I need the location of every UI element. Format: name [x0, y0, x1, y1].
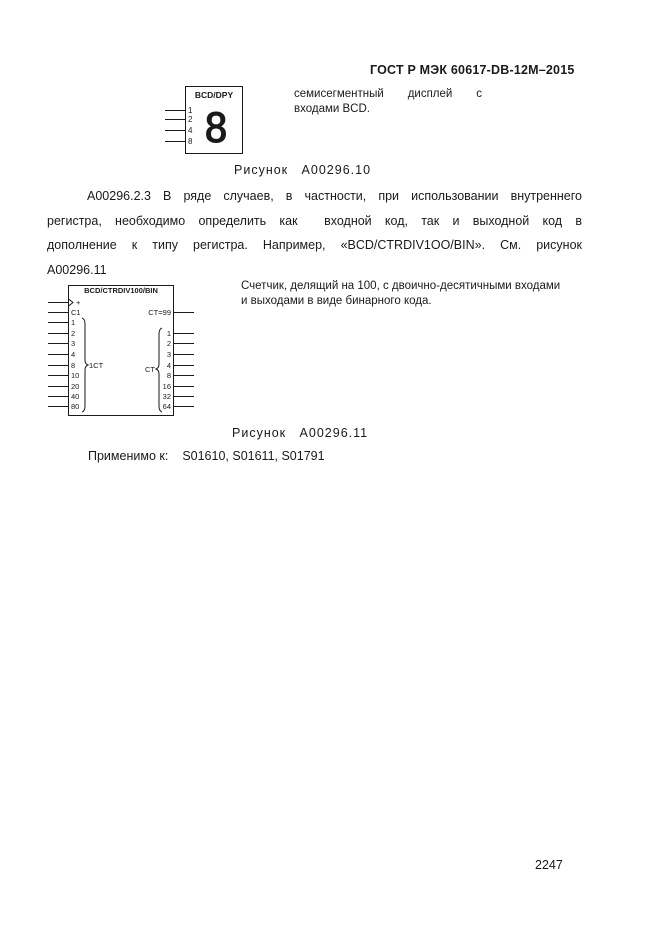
figure-bcd-dpy — [160, 84, 250, 156]
applicable-to — [88, 449, 325, 463]
counter-left-pin-label: 8 — [71, 361, 76, 370]
right-group-label: CT — [145, 365, 155, 374]
counter-left-pin-label: 3 — [71, 339, 76, 348]
right-output-brace — [156, 328, 162, 412]
ct99-label: CT=99 — [148, 308, 171, 317]
counter-right-pin-label: 16 — [162, 382, 171, 391]
figure2-caption: Рисунок А00296.11 — [232, 426, 369, 440]
counter-right-pin-label: 64 — [162, 402, 171, 411]
paragraph-line: А00296.11 — [47, 262, 107, 277]
counter-left-pin-label: + — [76, 298, 81, 307]
counter-right-pin-label: 8 — [166, 371, 171, 380]
paragraph-line: дополнение к типу регистра. Например, «BCD/CTRDIV1OO/BIN». См. рисунок — [47, 238, 582, 252]
paragraph-a00296-2-3 — [47, 184, 582, 282]
counter-left-pin-label: 20 — [71, 382, 80, 391]
counter-right-pin-label: 32 — [162, 392, 171, 401]
figure2-description-line: Счетчик, делящий на 100, с двоично-десятичными входами — [241, 280, 561, 292]
counter-right-pin-label: 3 — [166, 350, 171, 359]
counter-left-pin-label: 1 — [71, 318, 76, 327]
figure1-description-line: семисегментный дисплей с — [294, 88, 482, 100]
figure2-description-line: и выходами в виде бинарного кода. — [241, 295, 432, 307]
counter-left-pin-label: 2 — [71, 329, 76, 338]
figure-bcd-ctrdiv100-bin — [44, 280, 204, 420]
dpy-seven-segment-digit: 8 — [203, 106, 229, 152]
applicable-label: Применимо к: — [88, 449, 169, 463]
counter-block — [69, 286, 174, 416]
dpy-input-label: 4 — [188, 126, 193, 135]
counter-left-pin-label: 40 — [71, 392, 80, 401]
counter-block-label: BCD/CTRDIV100/BIN — [84, 286, 158, 295]
counter-right-pin-label: 1 — [166, 329, 171, 338]
left-input-brace — [82, 318, 88, 412]
counter-left-pin-label: C1 — [71, 308, 81, 317]
figure1-description-line: входами BCD. — [294, 103, 370, 115]
counter-left-pin-label: 4 — [71, 350, 76, 359]
figure1-caption: Рисунок А00296.10 — [234, 163, 372, 177]
counter-left-pin-label: 10 — [71, 371, 80, 380]
applicable-codes: S01610, S01611, S01791 — [182, 449, 325, 463]
counter-right-pin-label: 4 — [166, 361, 171, 370]
left-group-label: 1CT — [89, 361, 104, 370]
page-number: 2247 — [535, 858, 563, 872]
clock-edge-indicator — [69, 299, 74, 306]
document-header: ГОСТ Р МЭК 60617-DB-12M–2015 — [370, 63, 575, 77]
dpy-block-label: BCD/DPY — [194, 90, 234, 100]
dpy-input-label: 8 — [188, 137, 193, 146]
counter-left-pin-label: 80 — [71, 402, 80, 411]
figure1-description — [294, 87, 482, 117]
paragraph-line: регистра, необходимо определить как входной код, так и выходной код в — [47, 213, 582, 228]
counter-right-pin-label: 2 — [166, 339, 171, 348]
dpy-input-label: 1 — [188, 106, 193, 115]
figure2-description — [241, 279, 586, 309]
dpy-input-label: 2 — [188, 115, 193, 124]
paragraph-line: А00296.2.3 В ряде случаев, в частности, при использовании внутреннего — [87, 189, 582, 203]
